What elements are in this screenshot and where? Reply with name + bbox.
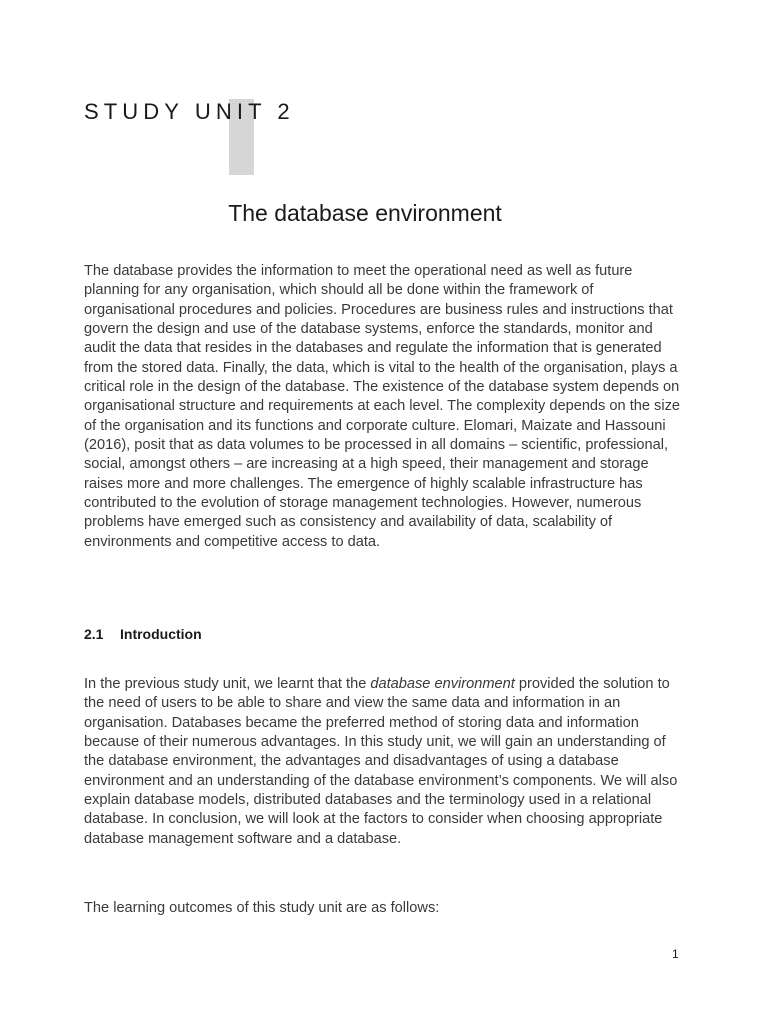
introduction-paragraph — [84, 675, 684, 849]
introduction-text-start: In the previous study unit, we learnt that the — [84, 676, 371, 692]
section-title: Introduction — [120, 626, 202, 642]
intro-paragraph: The database provides the information to meet the operational need as well as future planning for any organisation, which should all be done within the framework of organisational procedures and policies. Procedures are business rules and instructions that govern the design and use of the database systems, enforce the standards, monitor and audit the data that resides in the databases and regulate the information that is generated from the stored data. Finally, the data, which is vital to the health of the organisation, plays a critical role in the design of the database. The existence of the database system depends on organisational structure and requirements at each level. The complexity depends on the size of the organisation and its functions and corporate culture. Elomari, Maizate and Hassouni (2016), posit that as data volumes to be processed in all domains – scientific, professional, social, amongst others – are increasing at a high speed, their management and storage raises more and more challenges. The emergence of highly scalable infrastructure has contributed to the evolution of storage management technologies. However, numerous problems have emerged such as consistency and availability of data, scalability of environments and competitive access to data. — [84, 263, 680, 550]
page-number: 1 — [672, 947, 679, 961]
section-number: 2.1 — [84, 626, 104, 642]
study-unit-label: STUDY UNIT 2 — [84, 99, 295, 124]
page-title: The database environment — [228, 200, 502, 226]
introduction-text-rest: provided the solution to the need of users to be able to share and view the same data and information in an organisation. Databases became the preferred method of storing data and information because of their numerous advantages. In this study unit, we will gain an understanding of the database environment, the advantages and disadvantages of using a database environment and an understanding of the database environment’s components. We will also explain database models, distributed databases and the terminology used in a relational database. In conclusion, we will look at the factors to consider when choosing appropriate database management software and a database. — [84, 676, 678, 847]
section-heading — [84, 625, 202, 643]
introduction-italic-term: database environment — [370, 676, 515, 692]
learning-outcomes-lead: The learning outcomes of this study unit are as follows: — [84, 900, 440, 916]
